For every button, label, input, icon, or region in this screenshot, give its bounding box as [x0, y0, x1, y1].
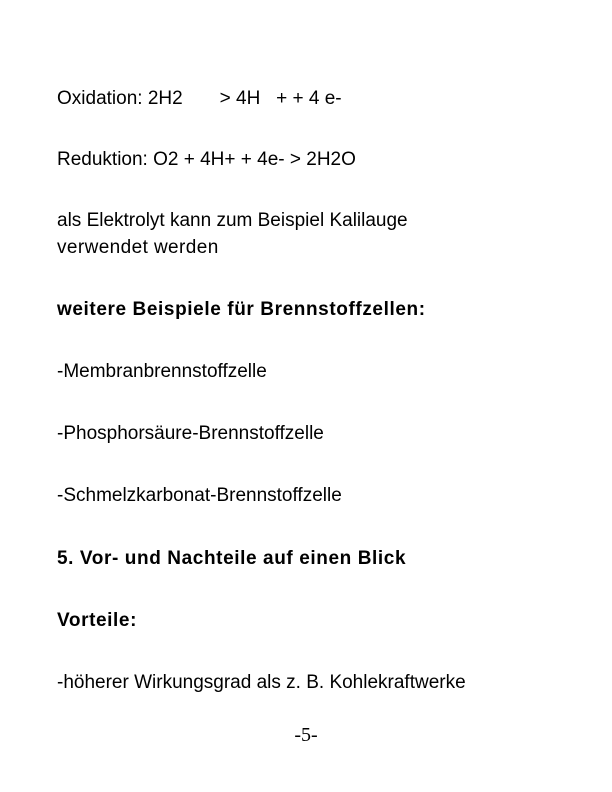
advantages-heading: Vorteile:	[57, 610, 138, 631]
electrolyte-text-line-2: verwendet werden	[57, 237, 219, 258]
list-item-phosphoric-acid: -Phosphorsäure-Brennstoffzelle	[57, 423, 324, 444]
page-number: -5-	[294, 724, 318, 746]
list-item-molten-carbonate: -Schmelzkarbonat-Brennstoffzelle	[57, 485, 342, 506]
examples-heading: weitere Beispiele für Brennstoffzellen:	[57, 299, 426, 320]
oxidation-equation: Oxidation: 2H2 > 4H + + 4 e-	[57, 88, 342, 109]
electrolyte-text-line-1: als Elektrolyt kann zum Beispiel Kalilauge	[57, 210, 408, 231]
reduction-equation: Reduktion: O2 + 4H+ + 4e- > 2H2O	[57, 149, 356, 170]
list-item-advantage-efficiency: -höherer Wirkungsgrad als z. B. Kohlekraftwerke	[57, 672, 466, 693]
section-5-heading: 5. Vor- und Nachteile auf einen Blick	[57, 548, 407, 569]
list-item-membrane: -Membranbrennstoffzelle	[57, 361, 267, 382]
